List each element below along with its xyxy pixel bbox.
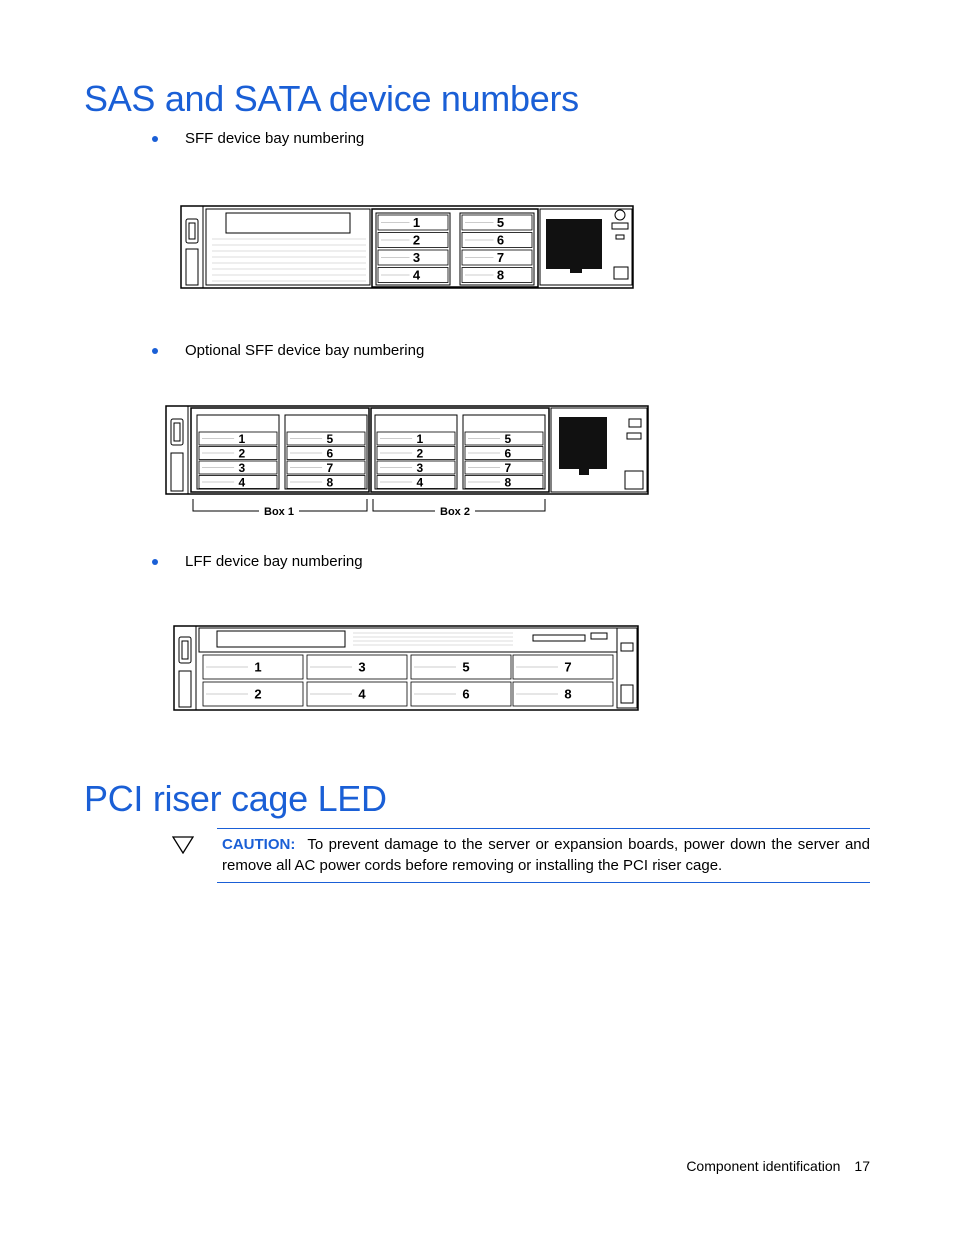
bullet-text: Optional SFF device bay numbering bbox=[185, 342, 425, 359]
bullet-item-lff bbox=[152, 553, 363, 570]
drive-bay bbox=[378, 250, 448, 265]
drive-bay bbox=[378, 215, 448, 230]
bay-number: 6 bbox=[326, 446, 334, 461]
bay-number: 2 bbox=[238, 446, 246, 461]
lff-bay-figure bbox=[173, 625, 639, 711]
drive-bay bbox=[377, 446, 455, 460]
bay-number: 4 bbox=[412, 267, 421, 283]
box1-label: Box 1 bbox=[264, 506, 294, 518]
bay-number: 8 bbox=[504, 475, 512, 490]
drive-bay bbox=[411, 682, 511, 706]
drive-bay bbox=[462, 268, 532, 283]
bay-number: 3 bbox=[412, 250, 421, 266]
bay-number: 6 bbox=[496, 232, 505, 248]
bay-number: 4 bbox=[238, 475, 246, 490]
drive-bay bbox=[378, 233, 448, 248]
drive-bay bbox=[462, 250, 532, 265]
bay-number: 8 bbox=[326, 475, 334, 490]
bay-number: 5 bbox=[462, 659, 470, 675]
drive-bay bbox=[287, 475, 365, 489]
bullet-text: LFF device bay numbering bbox=[185, 553, 363, 570]
drive-bay bbox=[513, 655, 613, 679]
drive-bay bbox=[203, 655, 303, 679]
bay-number: 5 bbox=[496, 215, 505, 231]
bay-number: 3 bbox=[416, 460, 424, 475]
drive-bay bbox=[377, 475, 455, 489]
box2-label: Box 2 bbox=[440, 506, 470, 518]
page-footer bbox=[686, 1158, 870, 1174]
bay-number: 2 bbox=[416, 446, 424, 461]
bullet-dot-icon bbox=[152, 136, 158, 142]
bay-number: 6 bbox=[462, 686, 470, 702]
bay-number: 3 bbox=[238, 460, 246, 475]
drive-bay bbox=[287, 446, 365, 460]
optional-sff-bay-figure bbox=[165, 405, 649, 521]
drive-bay bbox=[199, 475, 277, 489]
drive-bay bbox=[462, 215, 532, 230]
bay-number: 4 bbox=[416, 475, 424, 490]
bay-number: 8 bbox=[564, 686, 572, 702]
drive-bay bbox=[199, 461, 277, 475]
bullet-text: SFF device bay numbering bbox=[185, 130, 365, 147]
bullet-item-sff bbox=[152, 130, 364, 147]
bay-number: 6 bbox=[504, 446, 512, 461]
bullet-dot-icon bbox=[152, 559, 158, 565]
bay-number: 7 bbox=[504, 460, 512, 475]
drive-bay bbox=[199, 446, 277, 460]
drive-bay bbox=[287, 461, 365, 475]
bay-number: 1 bbox=[416, 431, 424, 446]
bay-number: 5 bbox=[326, 431, 334, 446]
bullet-dot-icon bbox=[152, 348, 158, 354]
drive-bay bbox=[465, 475, 543, 489]
sff-bay-figure bbox=[180, 205, 634, 289]
bay-number: 7 bbox=[496, 250, 505, 266]
bay-number: 8 bbox=[496, 267, 505, 283]
bay-number: 1 bbox=[238, 431, 246, 446]
drive-bay bbox=[199, 432, 277, 446]
caution-triangle-icon bbox=[172, 836, 194, 859]
drive-bay bbox=[307, 655, 407, 679]
caution-label: CAUTION: bbox=[222, 836, 296, 853]
caution-text: To prevent damage to the server or expansion boards, power down the server and remove all AC power cords before removing or installing the PCI riser cage. bbox=[222, 836, 870, 874]
drive-bay bbox=[411, 655, 511, 679]
drive-bay bbox=[465, 446, 543, 460]
drive-bay bbox=[377, 432, 455, 446]
drive-bay bbox=[307, 682, 407, 706]
section-heading-sas-sata: SAS and SATA device numbers bbox=[84, 78, 579, 119]
bay-number: 1 bbox=[254, 659, 262, 675]
bullet-item-optional-sff bbox=[152, 342, 424, 359]
section-heading-pci-riser: PCI riser cage LED bbox=[84, 778, 387, 819]
caution-notice bbox=[217, 828, 870, 883]
bay-number: 1 bbox=[412, 215, 421, 231]
bay-number: 5 bbox=[504, 431, 512, 446]
bay-number: 3 bbox=[358, 659, 366, 675]
bay-number: 2 bbox=[254, 686, 262, 702]
drive-bay bbox=[465, 461, 543, 475]
drive-bay bbox=[377, 461, 455, 475]
drive-bay bbox=[287, 432, 365, 446]
drive-bay bbox=[378, 268, 448, 283]
bay-number: 2 bbox=[412, 232, 421, 248]
drive-bay bbox=[462, 233, 532, 248]
bay-number: 7 bbox=[326, 460, 334, 475]
footer-section: Component identification bbox=[686, 1158, 841, 1174]
bay-number: 4 bbox=[358, 686, 366, 702]
drive-bay bbox=[513, 682, 613, 706]
drive-bay bbox=[465, 432, 543, 446]
drive-bay bbox=[203, 682, 303, 706]
page-number: 17 bbox=[854, 1158, 870, 1174]
bay-number: 7 bbox=[564, 659, 572, 675]
